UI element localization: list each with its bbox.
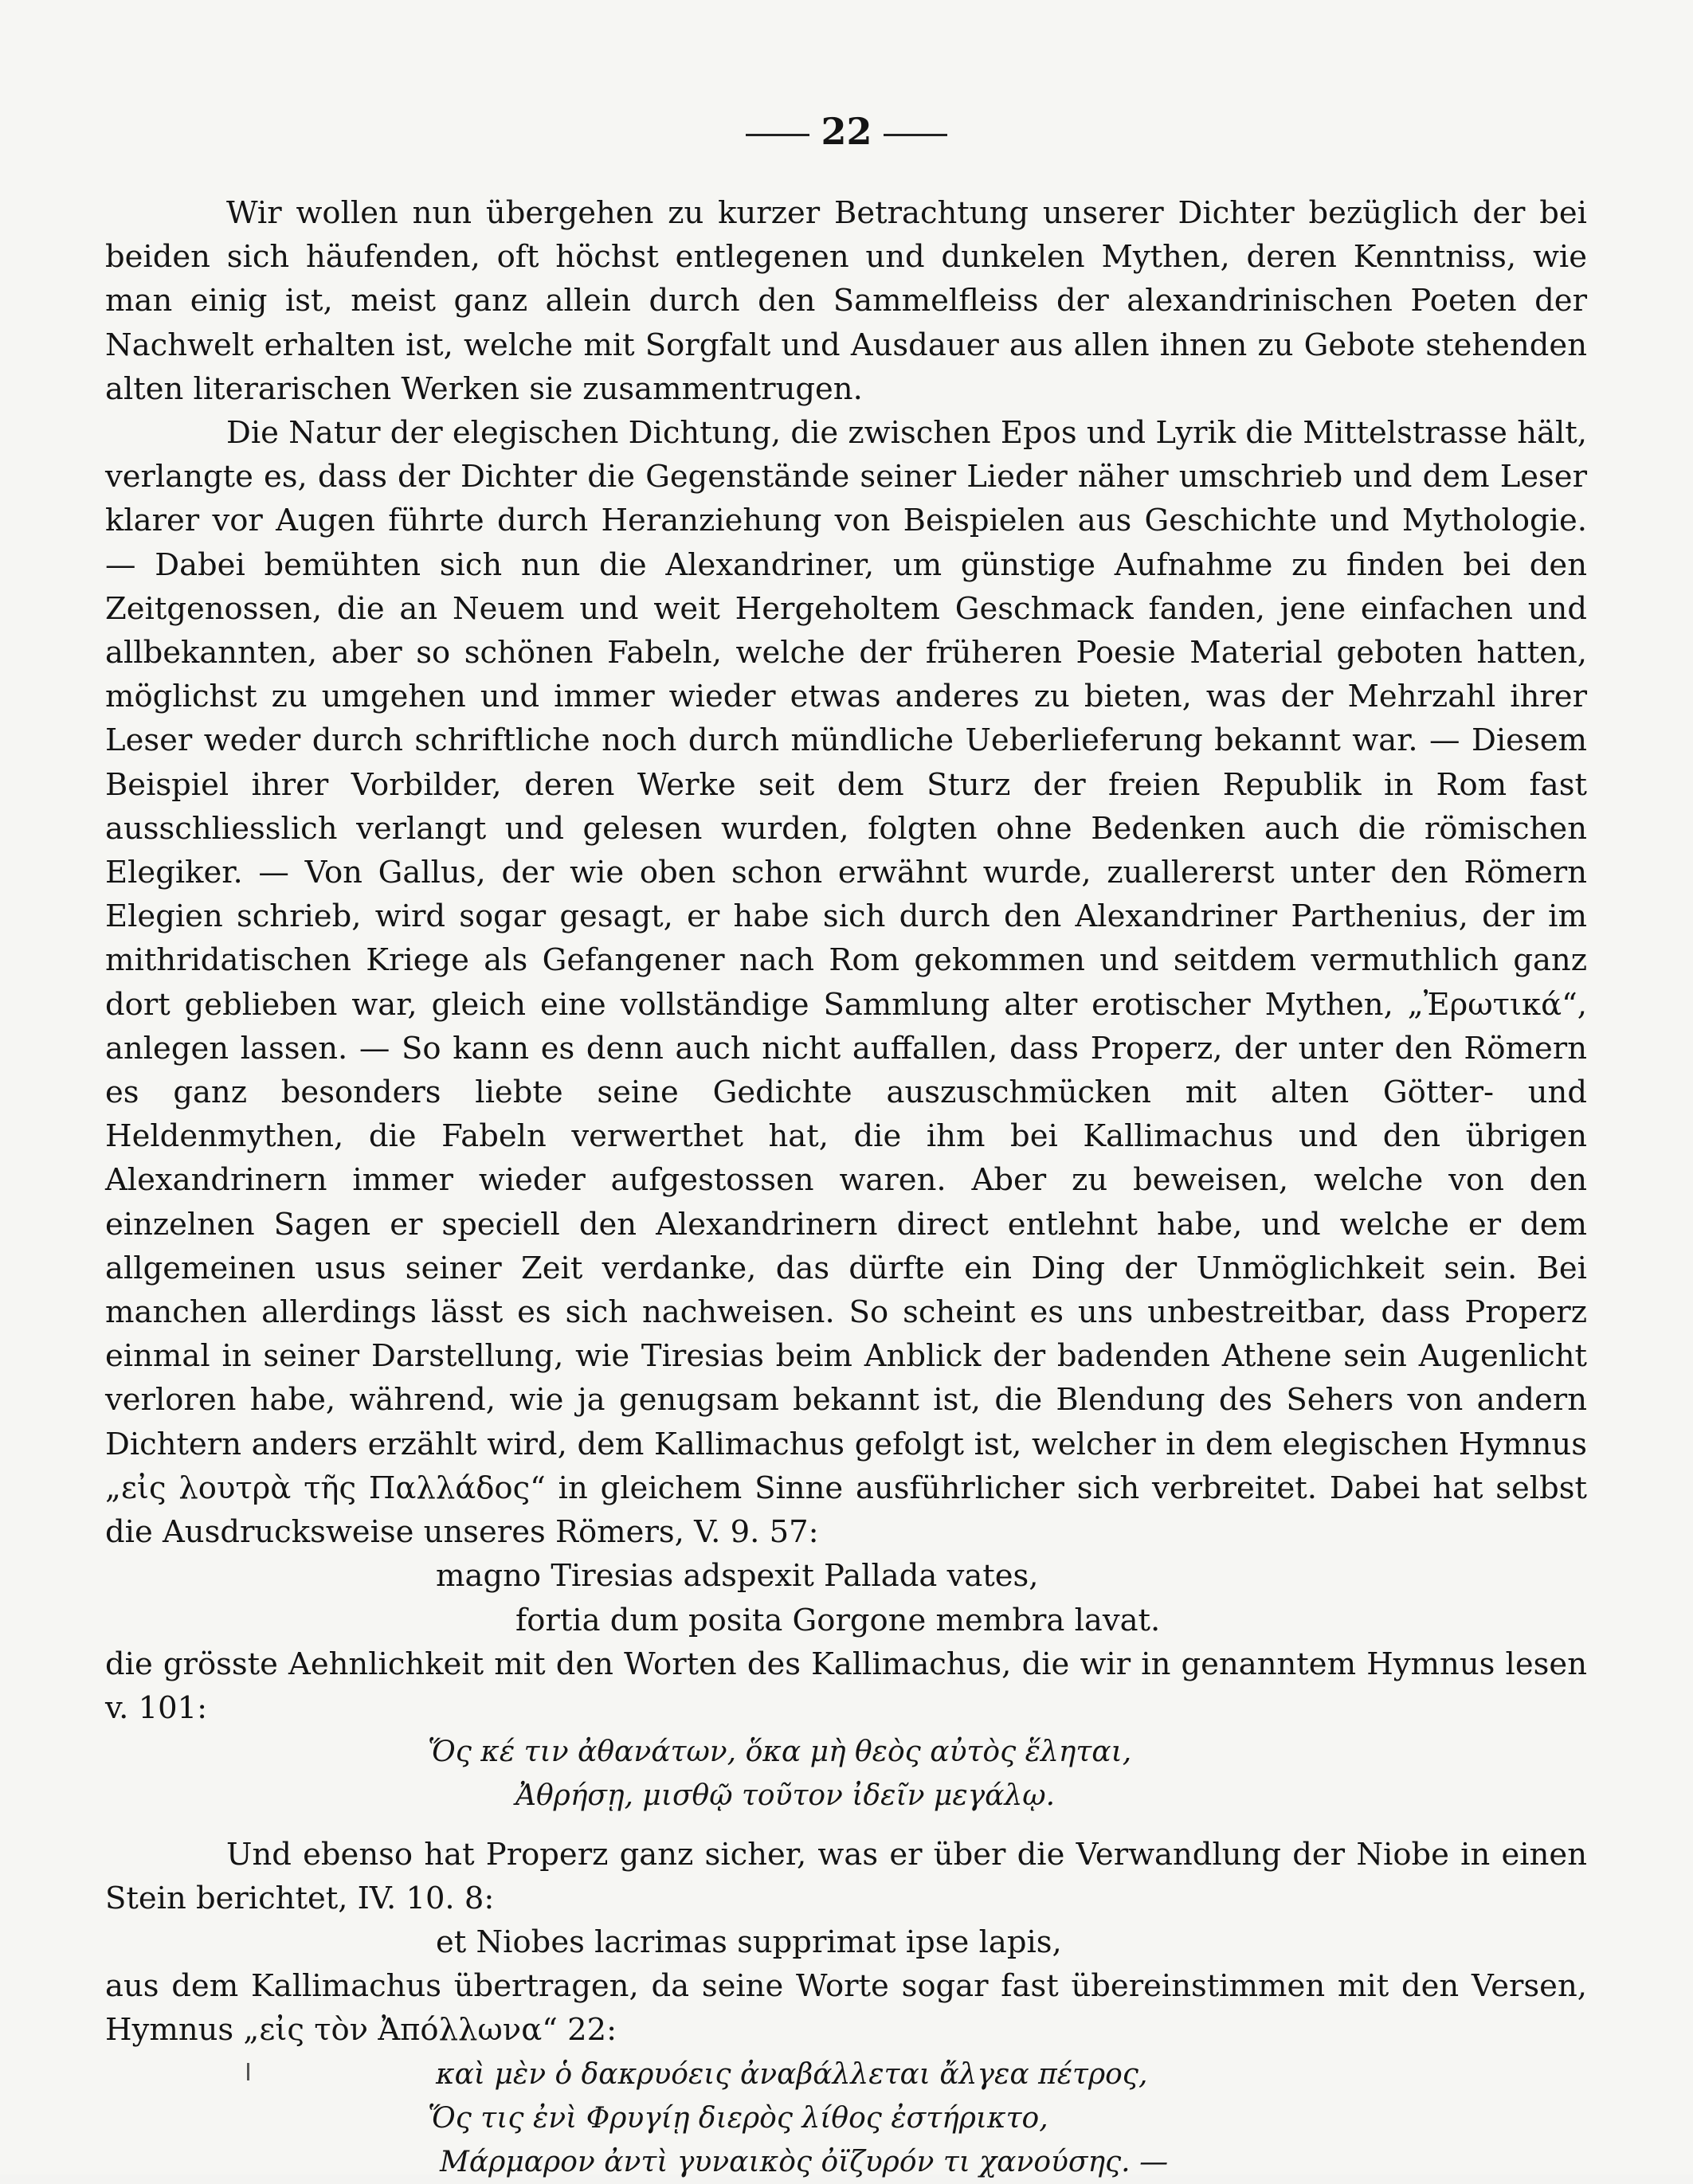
latin-quote-1-line-1: magno Tiresias adspexit Pallada vates,	[436, 1558, 1039, 1595]
greek-quote-1-line-2: Ἀθρήσῃ, μισθῷ τοῦτον ἰδεῖν μεγάλῳ.	[515, 1779, 1056, 1813]
page-number: 22	[821, 110, 872, 153]
greek-quote-2-line-3: Μάρμαρον ἀντὶ γυναικὸς ὀϊζυρόν τι χανούσης. —	[440, 2145, 1169, 2178]
latin-quote-2-line-1: et Niobes lacrimas supprimat ipse lapis,	[436, 1924, 1062, 1960]
left-ornament	[746, 134, 809, 136]
right-ornament	[884, 134, 947, 136]
paragraph-4: Und ebenso hat Properz ganz sicher, was er über die Verwandlung der Niobe in einen Stein berichtet, IV. 10. 8:	[105, 1836, 1587, 1916]
paragraph-2: Die Natur der elegischen Dichtung, die zwischen Epos und Lyrik die Mittelstrasse hält, verlangte es, dass der Dichter die Gegenstände seiner Lieder näher umschrieb und dem Leser klarer vor Augen führte durch Heranziehung von Beispielen aus Geschichte und Mythologie. — Dabei bemühten sich nun die Alexandriner, um günstige Aufnahme zu finden bei den Zeitgenossen, die an Neuem und weit Hergeholtem Geschmack fanden, jene einfachen und allbekannten, aber so schönen Fabeln, welche der früheren Poesie Material geboten hatten, möglichst zu umgehen und immer wieder etwas anderes zu bieten, was der Mehrzahl ihrer Leser weder durch schriftliche noch durch mündliche Ueberlieferung bekannt war. — Diesem Beispiel ihrer Vorbilder, deren Werke seit dem Sturz der freien Republik in Rom fast ausschliesslich verlangt und gelesen wurden, folgten ohne Bedenken auch die römischen Elegiker. — Von Gallus, der wie oben schon erwähnt wurde, zuallererst unter den Römern Elegien schrieb, wird sogar gesagt, er habe sich durch den Alexandriner Parthenius, der im mithridatischen Kriege als Gefangener nach Rom gekommen und seitdem vermuthlich ganz dort geblieben war, gleich eine vollständige Sammlung alter erotischer Mythen, „Ἐρωτικά“, anlegen lassen. — So kann es denn auch nicht auffallen, dass Properz, der unter den Römern es ganz besonders liebte seine Gedichte auszuschmücken mit alten Götter- und Heldenmythen, die Fabeln verwerthet hat, die ihm bei Kallimachus und den übrigen Alexandrinern immer wieder aufgestossen waren. Aber zu beweisen, welche von den einzelnen Sagen er speciell den Alexandrinern direct entlehnt habe, und welche er dem allgemeinen usus seiner Zeit verdanke, das dürfte ein Ding der Unmöglichkeit sein. Bei manchen allerdings lässt es sich nachweisen. So scheint es uns unbestreitbar, dass Properz einmal in seiner Darstellung, wie Tiresias beim Anblick der badenden Athene sein Augenlicht verloren habe, während, wie ja genugsam bekannt ist, die Blendung des Sehers von andern Dichtern anders erzählt wird, dem Kallimachus gefolgt ist, welcher in dem elegischen Hymnus „εἰς λουτρὰ τῆς Παλλάδος“ in gleichem Sinne ausführlicher sich verbreitet. Dabei hat selbst die Ausdrucksweise unseres Römers, V. 9. 57:	[105, 415, 1587, 1551]
paragraph-1: Wir wollen nun übergehen zu kurzer Betrachtung unserer Dichter bezüglich der bei beiden sich häufenden, oft höchst entlegenen und dunkelen Mythen, deren Kenntniss, wie man einig ist, meist ganz allein durch den Sammelfleiss der alexandrinischen Poeten der Nachwelt erhalten ist, welche mit Sorgfalt und Ausdauer aus allen ihnen zu Gebote stehenden alten literarischen Werken sie zusammentrugen.	[105, 195, 1587, 407]
paragraph-3: die grösste Aehnlichkeit mit den Worten des Kallimachus, die wir in genanntem Hymnus lesen v. 101:	[105, 1646, 1587, 1726]
spacer	[105, 1818, 1587, 1833]
greek-quote-2-line-2: Ὅς τις ἐνὶ Φρυγίῃ διερὸς λίθος ἐστήρικτο,	[428, 2101, 1048, 2135]
body-text	[105, 191, 1587, 2184]
paragraph-5: aus dem Kallimachus übertragen, da seine Worte sogar fast übereinstimmen mit den Versen, Hymnus „εἰς τὸν Ἀπόλλωνα“ 22:	[105, 1968, 1587, 2049]
latin-quote-1-line-2: fortia dum posita Gorgone membra lavat.	[515, 1602, 1161, 1638]
greek-quote-2-line-1: καὶ μὲν ὁ δακρυόεις ἀναβάλλεται ἄλγεα πέτρος,	[436, 2057, 1148, 2091]
page-number-header	[0, 108, 1693, 155]
greek-quote-1-line-1: Ὅς κέ τιν ἀθανάτων, ὅκα μὴ θεὸς αὐτὸς ἕληται,	[428, 1736, 1132, 1769]
print-mark	[247, 2063, 249, 2080]
